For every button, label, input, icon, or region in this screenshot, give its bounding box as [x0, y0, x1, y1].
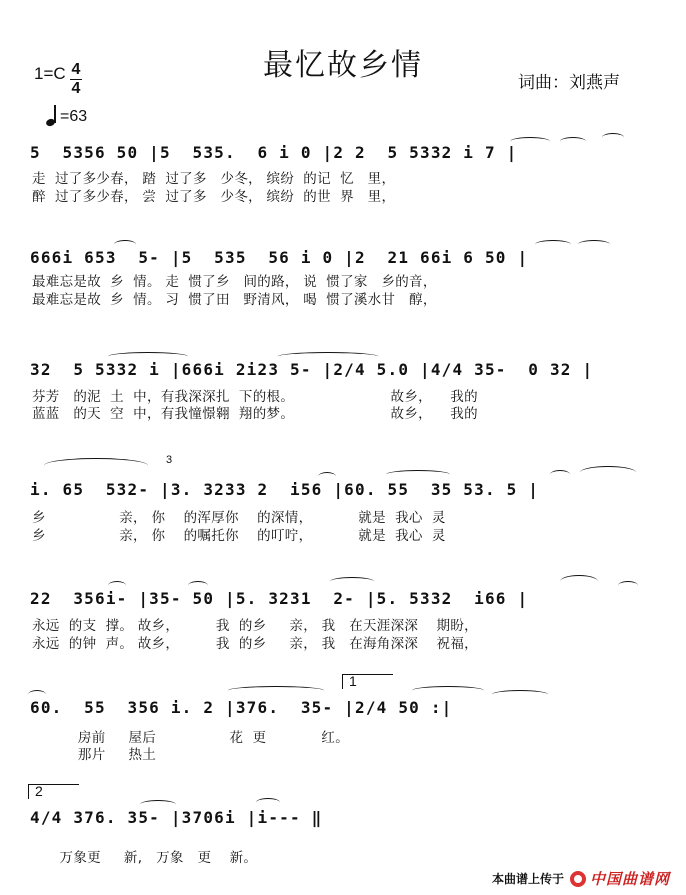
lyric-verse-2: 乡 亲， 你 的嘱托你 的叮咛， 就是 我心 灵: [32, 528, 446, 544]
slur: [580, 466, 636, 479]
volta-number: 2: [35, 783, 43, 799]
notation-line: 666i 653 5- |5 535 56 i 0 |2 21 66i 6 50 |: [30, 248, 529, 267]
slur: [492, 690, 548, 699]
slur: [560, 137, 586, 146]
slur: [256, 798, 280, 807]
slur: [114, 240, 136, 249]
uploaded-label: 本曲谱上传于: [492, 872, 565, 886]
lyric-verse-1: 走 过了多少春， 踏 过了多 少冬， 缤纷 的记 忆 里，: [32, 171, 396, 187]
slur: [510, 137, 550, 146]
time-signature-bottom: 4: [71, 80, 81, 97]
tempo-marking: [46, 104, 87, 126]
notation-line: 32 5 5332 i |666i 2i23 5- |2/4 5.0 |4/4 35- 0 32 |: [30, 360, 594, 379]
lyric-verse-2: 蓝蓝 的天 空 中，有我憧憬翱 翔的梦。 故乡， 我的: [32, 406, 478, 422]
slur: [228, 686, 324, 695]
lyric-verse-1: 最难忘是故 乡 情。 走 惯了乡 间的路， 说 惯了家 乡的音，: [32, 274, 437, 290]
slur: [278, 352, 378, 361]
slur: [108, 352, 188, 361]
volta-bracket-1: [342, 674, 393, 689]
lyric-verse-1: 永远 的支 撑。 故乡， 我 的乡 亲， 我 在天涯深深 期盼，: [32, 618, 478, 634]
lyric-verse-2: 那片 热土: [32, 747, 157, 763]
lyric-verse-1: 乡 亲， 你 的浑厚你 的深情， 就是 我心 灵: [32, 510, 446, 526]
slur: [578, 240, 610, 249]
lyric-verse-1: 芬芳 的泥 土 中，有我深深扎 下的根。 故乡， 我的: [32, 389, 478, 405]
slur: [108, 581, 126, 590]
credits: 词曲：刘燕声: [518, 73, 620, 93]
time-signature-top: 4: [71, 61, 81, 78]
lyric-verse-2: 醉 过了多少春， 尝 过了多 少冬， 缤纷 的世 界 里，: [32, 189, 396, 205]
lyric-verse-2: 最难忘是故 乡 情。 习 惯了田 野清风， 喝 惯了溪水甘 醇，: [32, 292, 437, 308]
quarter-note-icon: [46, 104, 59, 126]
footer-watermark: [492, 868, 670, 889]
notation-line: 22 356i- |35- 50 |5. 3231 2- |5. 5332 i66 |: [30, 589, 529, 608]
site-name: 中国曲谱网: [590, 870, 671, 888]
slur: [535, 240, 571, 249]
tempo-value: =63: [60, 108, 88, 125]
slur: [602, 133, 624, 142]
lyric-verse-2: 万象更 新, 万象 更 新。: [32, 850, 258, 866]
notation-line: 5 5356 50 |5 535. 6 i 0 |2 2 5 5332 i 7 |: [30, 143, 518, 162]
slur: [330, 577, 374, 586]
site-logo-icon: [570, 871, 586, 887]
volta-number: 1: [349, 673, 357, 689]
slur: [140, 800, 176, 809]
notation-line: i. 65 532- |3. 3233 2 i56 |60. 55 35 53. 5 |: [30, 480, 540, 499]
slur: [550, 470, 570, 479]
slur: [386, 470, 450, 479]
volta-bracket-2: [28, 784, 79, 799]
header-time-signature: [70, 62, 82, 97]
notation-line: 60. 55 356 i. 2 |376. 35- |2/4 50 :|: [30, 698, 453, 717]
song-title: 最忆故乡情: [263, 48, 423, 83]
slur: [412, 686, 484, 695]
slur: [44, 458, 148, 473]
slur: [318, 472, 336, 481]
lyric-verse-2: 永远 的钟 声。 故乡， 我 的乡 亲， 我 在海角深深 祝福，: [32, 636, 478, 652]
key-signature: 1=C: [34, 64, 66, 83]
slur: [618, 581, 638, 590]
lyric-verse-1: 房前 屋后 花 更 红。: [32, 730, 350, 746]
notation-line: 4/4 376. 35- |3706i |i--- ‖: [30, 808, 323, 827]
slur: [560, 575, 598, 588]
triplet-mark: 3: [166, 454, 173, 466]
slur: [28, 690, 46, 699]
slur: [188, 581, 208, 590]
